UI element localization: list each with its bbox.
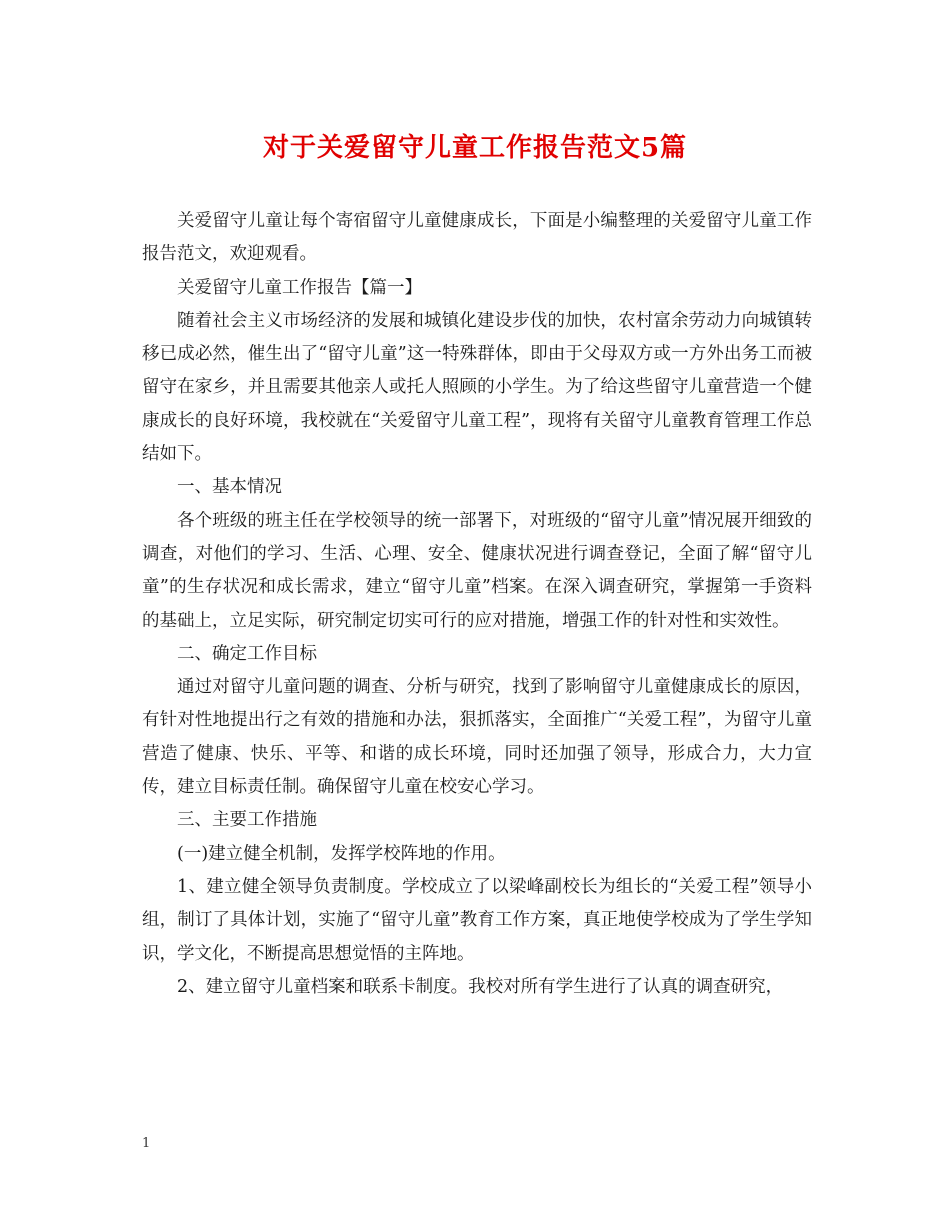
paragraph-work-goals: 通过对留守儿童问题的调查、分析与研究，找到了影响留守儿童健康成长的原因，有针对性地提出行之有效的措施和办法，狠抓落实，全面推广“关爱工程”，为留守儿童营造了健康、快乐、平等、和谐的成长环境，同时还加强了领导，形成合力，大力宣传，建立目标责任制。确保留守儿童在校安心学习。 <box>142 677 812 798</box>
paragraph-basic-situation: 各个班级的班主任在学校领导的统一部署下，对班级的“留守儿童”情况展开细致的调查，对他们的学习、生活、心理、安全、健康状况进行调查登记，全面了解“留守儿童”的生存状况和成长需求，建立“留守儿童”档案。在深入调查研究，掌握第一手资料的基础上，立足实际，研究制定切实可行的应对措施，增强工作的针对性和实效性。 <box>142 510 812 631</box>
section-heading-main-measures: 三、主要工作措施 <box>177 810 317 831</box>
section-heading-basic-situation: 一、基本情况 <box>177 477 282 498</box>
section-heading-part-one: 关爱留守儿童工作报告【篇一】 <box>177 277 422 298</box>
paragraph-intro: 关爱留守儿童让每个寄宿留守儿童健康成长，下面是小编整理的关爱留守儿童工作报告范文，欢迎观看。 <box>142 211 812 265</box>
document-body <box>142 205 812 1004</box>
paragraph-measure-two: 2、建立留守儿童档案和联系卡制度。我校对所有学生进行了认真的调查研究， <box>177 976 784 997</box>
subheading-mechanism: (一)建立健全机制，发挥学校阵地的作用。 <box>177 843 506 864</box>
document-title: 对于关爱留守儿童工作报告范文5篇 <box>262 133 688 163</box>
paragraph-measure-one: 1、建立健全领导负责制度。学校成立了以梁峰副校长为组长的“关爱工程”领导小组，制订了具体计划，实施了“留守儿童”教育工作方案，真正地使学校成为了学生学知识，学文化，不断提高思想觉悟的主阵地。 <box>142 876 812 964</box>
page-number: 1 <box>142 1136 151 1151</box>
paragraph-background: 随着社会主义市场经济的发展和城镇化建设步伐的加快，农村富余劳动力向城镇转移已成必然，催生出了“留守儿童”这一特殊群体，即由于父母双方或一方外出务工而被留守在家乡，并且需要其他亲人或托人照顾的小学生。为了给这些留守儿童营造一个健康成长的良好环境，我校就在“关爱留守儿童工程”，现将有关留守儿童教育管理工作总结如下。 <box>142 310 812 465</box>
section-heading-work-goals: 二、确定工作目标 <box>177 643 317 664</box>
